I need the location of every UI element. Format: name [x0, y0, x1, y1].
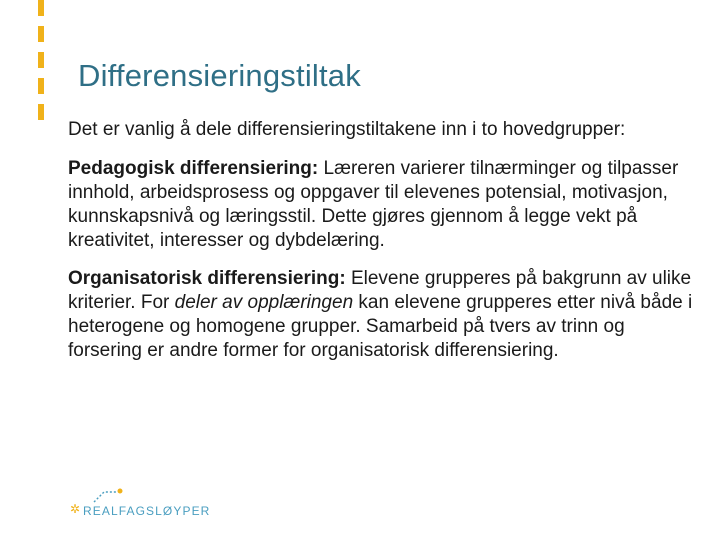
logo-path-icon — [90, 486, 130, 506]
realfagsloyper-logo — [70, 486, 211, 526]
organisational-paragraph — [68, 267, 698, 363]
pedagogical-term: Pedagogisk differensiering: — [68, 157, 319, 179]
logo-text: REALFAGSLØYPER — [83, 504, 211, 518]
logo-star-icon: ✲ — [70, 502, 81, 516]
pedagogical-text: Læreren varierer tilnærminger og tilpasser innhold, arbeidsprosess og oppgaver til elevenes potensial, motivasjon, kunnskapsnivå og læringsstil. Dette gjøres gjennom å legge vekt på kreativitet, interesser og dybdelæring. — [68, 157, 679, 251]
organisational-emphasis: deler av opplæringen — [174, 291, 354, 313]
organisational-text-2: kan elevene grupperes etter nivå både i heterogene og homogene grupper. Samarbeid på tvers av trinn og forsering er andre former for organisatorisk differensiering. — [68, 291, 693, 361]
organisational-text-1: Elevene grupperes på bakgrunn av ulike kriterier. For — [68, 267, 692, 313]
accent-bar — [38, 0, 44, 120]
organisational-term: Organisatorisk differensiering: — [68, 267, 346, 289]
pedagogical-paragraph — [68, 157, 698, 253]
slide-title: Differensieringstiltak — [78, 58, 361, 93]
slide-body — [68, 118, 698, 376]
intro-paragraph: Det er vanlig å dele differensieringstiltakene inn i to hovedgrupper: — [68, 119, 626, 140]
